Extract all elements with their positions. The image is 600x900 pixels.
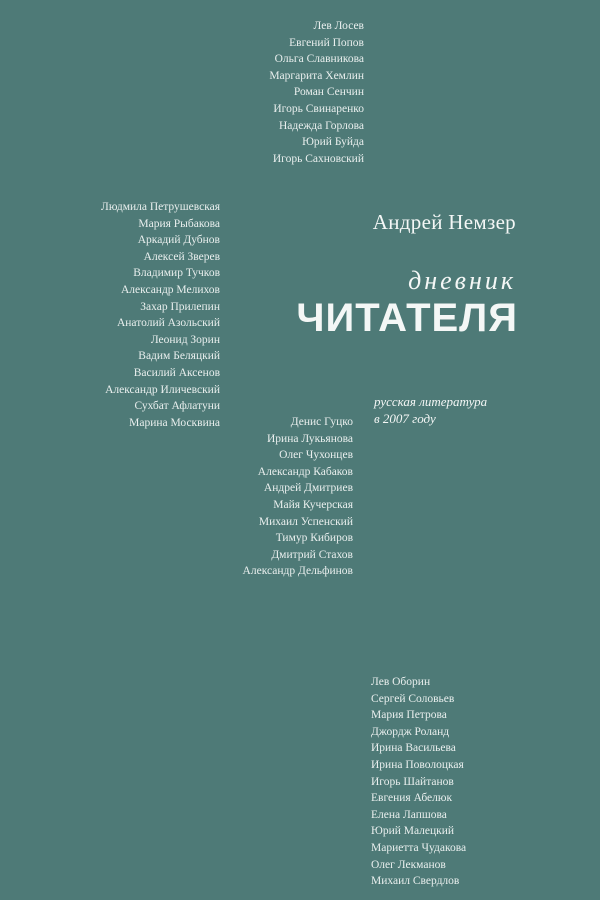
author-name-item: Анатолий Азольский xyxy=(116,317,220,330)
author-name-item: Михаил Успенский xyxy=(258,515,353,528)
author-name-item: Лев Лосев xyxy=(313,20,364,32)
title-line-2: ЧИТАТЕЛЯ xyxy=(296,296,518,340)
author-name-item: Олег Лекманов xyxy=(371,858,446,871)
author-name-item: Александр Дельфинов xyxy=(242,565,353,578)
author-name-item: Андрей Дмитриев xyxy=(263,482,353,495)
names-list-bottom xyxy=(371,674,466,890)
author-name-item: Тимур Кибиров xyxy=(275,532,353,545)
author-name-item: Игорь Свинаренко xyxy=(273,102,364,115)
names-list-top xyxy=(269,18,364,167)
author-name-item: Михаил Свердлов xyxy=(371,875,460,888)
author-name-item: Василий Аксенов xyxy=(133,366,220,379)
author-name-item: Ирина Поволоцкая xyxy=(371,758,464,771)
subtitle xyxy=(374,393,487,427)
author-name-item: Дмитрий Стахов xyxy=(271,548,353,561)
subtitle-line-2: в 2007 году xyxy=(374,411,436,426)
author-name-item: Алексей Зверев xyxy=(143,250,220,263)
author-name-item: Майя Кучерская xyxy=(273,498,353,511)
author-name-item: Александр Иличевский xyxy=(105,383,220,396)
author-name-item: Маргарита Хемлин xyxy=(269,69,364,82)
author-name-item: Юрий Малецкий xyxy=(371,825,455,838)
author-name-item: Евгения Абелюк xyxy=(371,792,453,805)
author-name-item: Владимир Тучков xyxy=(133,267,220,280)
author-name-item: Мариетта Чудакова xyxy=(371,841,467,854)
author-name-item: Марина Москвина xyxy=(129,416,220,429)
author-name-item: Лев Оборин xyxy=(371,676,431,688)
author-name-item: Олег Чухонцев xyxy=(279,449,353,462)
author-name-item: Александр Кабаков xyxy=(257,465,353,478)
names-list-left xyxy=(101,199,220,431)
author-name-item: Надежда Горлова xyxy=(279,119,364,132)
author-name-item: Игорь Шайтанов xyxy=(371,775,454,788)
author-name-item: Сергей Соловьев xyxy=(371,692,455,705)
author-name-item: Людмила Петрушевская xyxy=(101,201,220,213)
author-name-item: Мария Петрова xyxy=(371,709,447,722)
author-name-item: Ирина Лукьянова xyxy=(266,432,353,445)
author-name-item: Денис Гуцко xyxy=(290,416,353,428)
author-name-item: Мария Рыбакова xyxy=(138,217,220,230)
author-name-item: Захар Прилепин xyxy=(140,300,220,313)
author-name-item: Леонид Зорин xyxy=(150,333,220,346)
author-name-item: Юрий Буйда xyxy=(302,136,364,149)
title-line-1: дневник xyxy=(408,266,516,295)
author-name-item: Вадим Беляцкий xyxy=(138,350,220,363)
names-list-middle xyxy=(243,414,353,580)
author-name-item: Евгений Попов xyxy=(289,36,364,49)
author-name-item: Аркадий Дубнов xyxy=(137,234,220,247)
author-name-item: Елена Лапшова xyxy=(371,808,447,821)
author-name-item: Игорь Сахновский xyxy=(272,152,364,165)
subtitle-line-1: русская литература xyxy=(374,394,488,409)
author-name-item: Ольга Славникова xyxy=(274,53,364,66)
author-name-item: Сухбат Афлатуни xyxy=(134,400,220,413)
author-name-item: Джордж Роланд xyxy=(371,725,450,738)
author-name: Андрей Немзер xyxy=(372,210,516,234)
author-name-item: Ирина Васильева xyxy=(371,742,456,755)
author-name-item: Роман Сенчин xyxy=(293,86,364,99)
author-name-item: Александр Мелихов xyxy=(121,283,220,296)
